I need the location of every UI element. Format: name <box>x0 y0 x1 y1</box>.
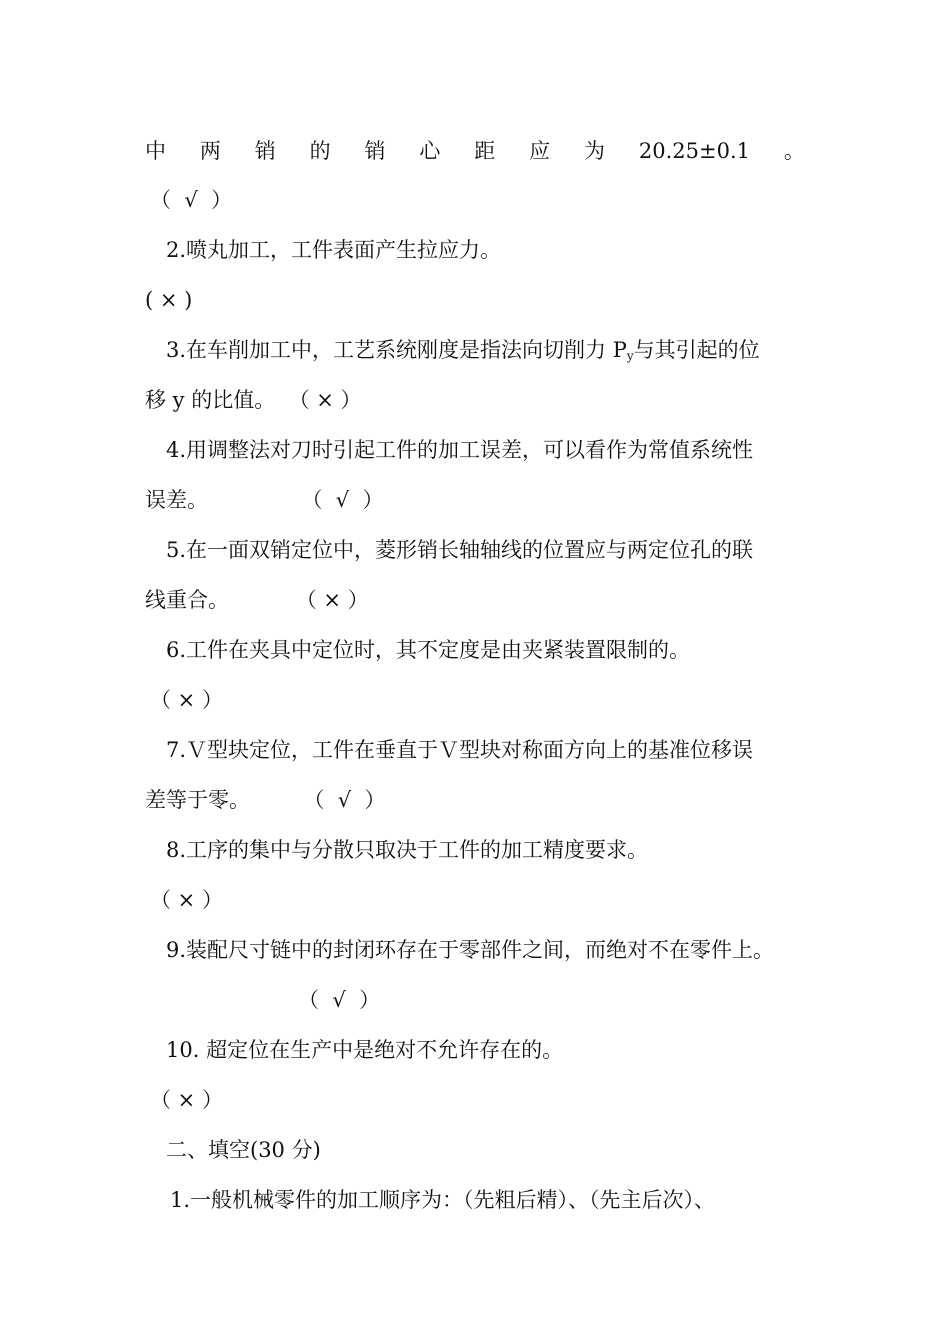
question-9: 9.装配尺寸链中的封闭环存在于零部件之间，而绝对不在零件上。 <box>166 938 775 962</box>
answer-mark: （ × ） <box>150 1088 223 1112</box>
char: 两 <box>199 139 221 163</box>
question-3-part-a: 3.在车削加工中，工艺系统刚度是指法向切削力 P <box>166 338 627 362</box>
question-5-continued: 线重合。 （ × ） <box>145 588 369 612</box>
answer-mark: （ √ ） <box>150 188 233 212</box>
char: 销 <box>364 139 386 163</box>
question-7-continued: 差等于零。 （ √ ） <box>145 788 386 812</box>
question-3-continued: 移 y 的比值。 （ × ） <box>145 388 362 412</box>
char: 为 <box>584 139 605 163</box>
char: 距 <box>474 139 496 163</box>
char: 20.25±0.1 <box>638 139 750 163</box>
char: 心 <box>419 139 441 163</box>
answer-mark: （ √ ） <box>298 988 381 1012</box>
char: 的 <box>309 139 331 163</box>
question-8: 8.工序的集中与分散只取决于工件的加工精度要求。 <box>166 838 649 862</box>
question-2: 2.喷丸加工，工件表面产生拉应力。 <box>166 238 502 262</box>
char: 应 <box>529 139 551 163</box>
answer-mark: ( × ) <box>145 288 193 312</box>
char: 销 <box>254 139 276 163</box>
section-heading: 二、填空(30 分) <box>166 1138 321 1162</box>
char: 中 <box>145 139 166 163</box>
question-4: 4.用调整法对刀时引起工件的加工误差，可以看作为常值系统性 <box>166 438 754 462</box>
text-line-distance <box>145 136 805 166</box>
question-3-part-b: 与其引起的位 <box>633 338 760 362</box>
question-3 <box>166 335 760 371</box>
subscript-y: y <box>626 349 634 363</box>
question-5: 5.在一面双销定位中，菱形销长轴轴线的位置应与两定位孔的联 <box>166 538 754 562</box>
answer-mark: （ × ） <box>150 888 223 912</box>
question-6: 6.工件在夹具中定位时，其不定度是由夹紧装置限制的。 <box>166 638 691 662</box>
fill-question-1: 1.一般机械零件的加工顺序为：（先粗后精）、（先主后次）、 <box>170 1188 716 1212</box>
answer-mark: （ × ） <box>150 688 223 712</box>
question-10: 10. 超定位在生产中是绝对不允许存在的。 <box>166 1038 564 1062</box>
question-4-continued: 误差。 （ √ ） <box>145 488 384 512</box>
char: 。 <box>783 139 805 163</box>
question-7: 7.Ｖ型块定位，工件在垂直于Ｖ型块对称面方向上的基准位移误 <box>166 738 754 762</box>
